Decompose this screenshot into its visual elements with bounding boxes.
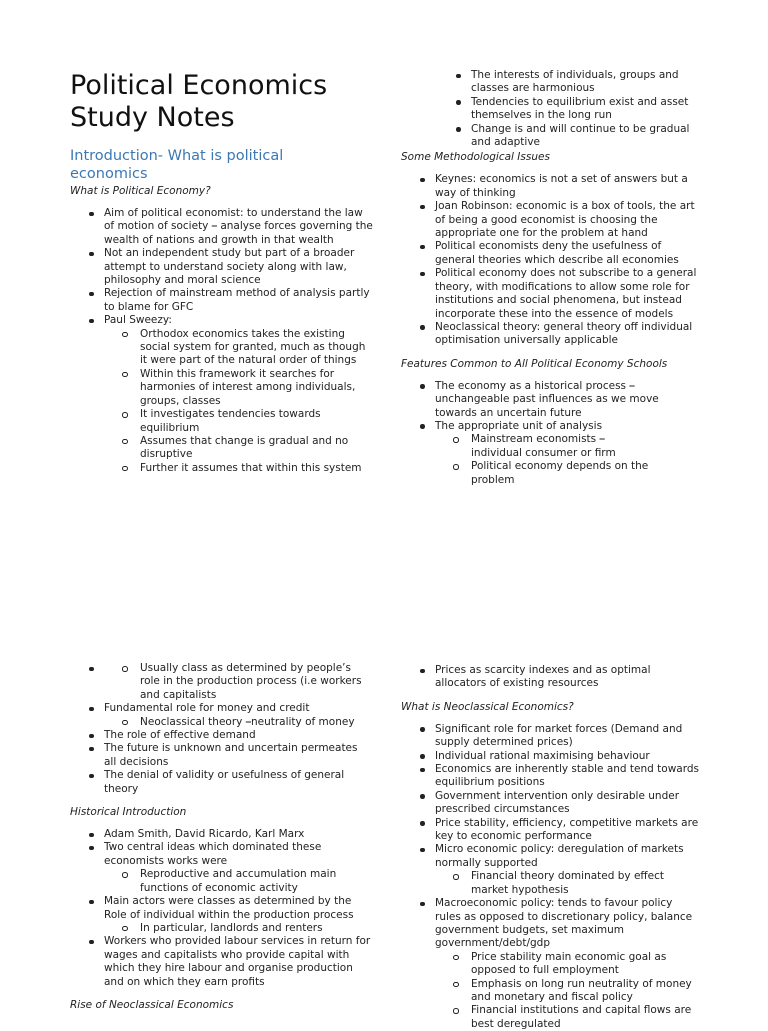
list-item: Political economy does not subscribe to a general theory, with modifications to allow some role for institutions and social phenomena, but instead incorporate these into the essence of models <box>401 267 701 321</box>
list-item: Individual rational maximising behaviour <box>401 750 701 763</box>
methodological-issues-list <box>401 173 701 347</box>
list-item: The role of effective demand <box>70 729 375 742</box>
rise-of-neoclassical-heading: Rise of Neoclassical Economics <box>70 998 234 1011</box>
sub-list-item: Price stability main economic goal as opposed to full employment <box>401 951 701 978</box>
list-item: Tendencies to equilibrium exist and asset themselves in the long run <box>437 96 701 123</box>
methodological-issues-heading: Some Methodological Issues <box>401 151 550 164</box>
page2-right-column <box>401 664 701 1031</box>
list-item <box>70 895 375 935</box>
money-credit-list <box>70 702 375 796</box>
list-item: Change is and will continue to be gradual and adaptive <box>437 123 701 150</box>
list-item-label: Fundamental role for money and credit <box>104 702 310 715</box>
prices-continued-list <box>401 664 701 691</box>
list-item: The interests of individuals, groups and classes are harmonious <box>437 69 701 96</box>
list-item: Workers who provided labour services in return for wages and capitalists who provide capital with which they hire labour and organise production and on which they earn profits <box>70 935 375 989</box>
sub-list-item: Financial institutions and capital flows are best deregulated <box>401 1004 701 1031</box>
sub-list-item: Reproductive and accumulation main functions of economic activity <box>70 868 375 895</box>
sub-list-item: Further it assumes that within this system <box>70 462 375 475</box>
list-item: Aim of political economist: to understand the law of motion of society ⎯ analyse forces governing the wealth of nations and growth in that wealth <box>70 207 375 247</box>
document-title <box>70 70 375 134</box>
list-item-label: Two central ideas which dominated these economists works were <box>104 841 322 867</box>
list-item: Significant role for market forces (Demand and supply determined prices) <box>401 723 701 750</box>
list-item <box>70 702 375 729</box>
central-ideas-sub-list <box>70 868 375 895</box>
sweezy-continued-list <box>437 69 701 149</box>
page1-left-column <box>70 70 375 475</box>
list-item: Not an independent study but part of a broader attempt to understand society along with law, philosophy and moral science <box>70 247 375 287</box>
list-item: Neoclassical theory: general theory off individual optimisation universally applicable <box>401 321 701 348</box>
sub-list-item: Financial theory dominated by effect market hypothesis <box>401 870 701 897</box>
sub-list-item: Mainstream economists ⎯ individual consumer or firm <box>401 433 701 460</box>
introduction-heading: Introduction- What is political economics <box>70 148 284 182</box>
money-sub-list <box>70 716 375 729</box>
sub-list-item: In particular, landlords and renters <box>70 922 375 935</box>
macro-policy-sub-list <box>401 951 701 1031</box>
micro-policy-sub-list <box>401 870 701 897</box>
list-item: Price stability, efficiency, competitive markets are key to economic performance <box>401 817 701 844</box>
sub-list-item: Neoclassical theory ⎯neutrality of money <box>70 716 375 729</box>
list-item: The denial of validity or usefulness of general theory <box>70 769 375 796</box>
list-item: Prices as scarcity indexes and as optimal allocators of existing resources <box>401 664 701 691</box>
features-common-heading: Features Common to All Political Economy Schools <box>401 357 668 370</box>
list-item <box>70 841 375 895</box>
page2-left-column <box>70 662 375 1012</box>
what-is-neoclassical-heading: What is Neoclassical Economics? <box>401 700 574 713</box>
list-item <box>70 662 375 702</box>
historical-introduction-list <box>70 828 375 989</box>
list-item-label: Paul Sweezy: <box>104 314 172 327</box>
list-item-label: Main actors were classes as determined by the Role of individual within the production process <box>104 895 354 921</box>
list-item <box>401 420 701 487</box>
sub-list-item: Emphasis on long run neutrality of money and monetary and fiscal policy <box>401 978 701 1005</box>
unit-of-analysis-sub-list <box>401 433 701 487</box>
list-item-label: Micro economic policy: deregulation of markets normally supported <box>435 843 684 869</box>
sub-list-item: Usually class as determined by people’s role in the production process (i.e workers and capitalists <box>70 662 375 702</box>
unit-of-analysis-continued-list <box>70 662 375 702</box>
list-item: Adam Smith, David Ricardo, Karl Marx <box>70 828 375 841</box>
sub-list-item: Political economy depends on the problem <box>401 460 701 487</box>
list-item: Keynes: economics is not a set of answers but a way of thinking <box>401 173 701 200</box>
sub-list-item: Assumes that change is gradual and no disruptive <box>70 435 375 462</box>
class-sub-list <box>70 662 375 702</box>
list-item: The economy as a historical process ⎯ unchangeable past influences as we move towards an uncertain future <box>401 380 701 420</box>
list-item: The future is unknown and uncertain permeates all decisions <box>70 742 375 769</box>
page1-right-column <box>401 69 701 487</box>
list-item <box>70 314 375 475</box>
list-item-label: The appropriate unit of analysis <box>435 419 603 432</box>
list-item: Political economists deny the usefulness of general theories which describe all economies <box>401 240 701 267</box>
sub-list-item: It investigates tendencies towards equilibrium <box>70 408 375 435</box>
sweezy-sub-list <box>70 328 375 475</box>
sub-list-item: Within this framework it searches for harmonies of interest among individuals, groups, classes <box>70 368 375 408</box>
list-item: Rejection of mainstream method of analysis partly to blame for GFC <box>70 287 375 314</box>
list-item: Government intervention only desirable under prescribed circumstances <box>401 790 701 817</box>
list-item <box>401 897 701 1031</box>
list-item: Joan Robinson: economic is a box of tools, the art of being a good economist is choosing the appropriate one for the problem at hand <box>401 200 701 240</box>
sub-list-item: Orthodox economics takes the existing social system for granted, much as though it were part of the natural order of things <box>70 328 375 368</box>
title-line-2: Study Notes <box>70 102 235 133</box>
main-actors-sub-list <box>70 922 375 935</box>
title-line-1: Political Economics <box>70 70 328 101</box>
list-item <box>401 843 701 897</box>
neoclassical-economics-list <box>401 723 701 1031</box>
features-common-list <box>401 380 701 487</box>
list-item-label: Macroeconomic policy: tends to favour policy rules as opposed to discretionary policy, balance government budgets, set maximum government/debt/gdp <box>435 897 693 950</box>
historical-introduction-heading: Historical Introduction <box>70 806 187 819</box>
what-is-political-economy-heading: What is Political Economy? <box>70 185 211 197</box>
list-item: Economics are inherently stable and tend towards equilibrium positions <box>401 763 701 790</box>
political-economy-bullet-list <box>70 207 375 475</box>
